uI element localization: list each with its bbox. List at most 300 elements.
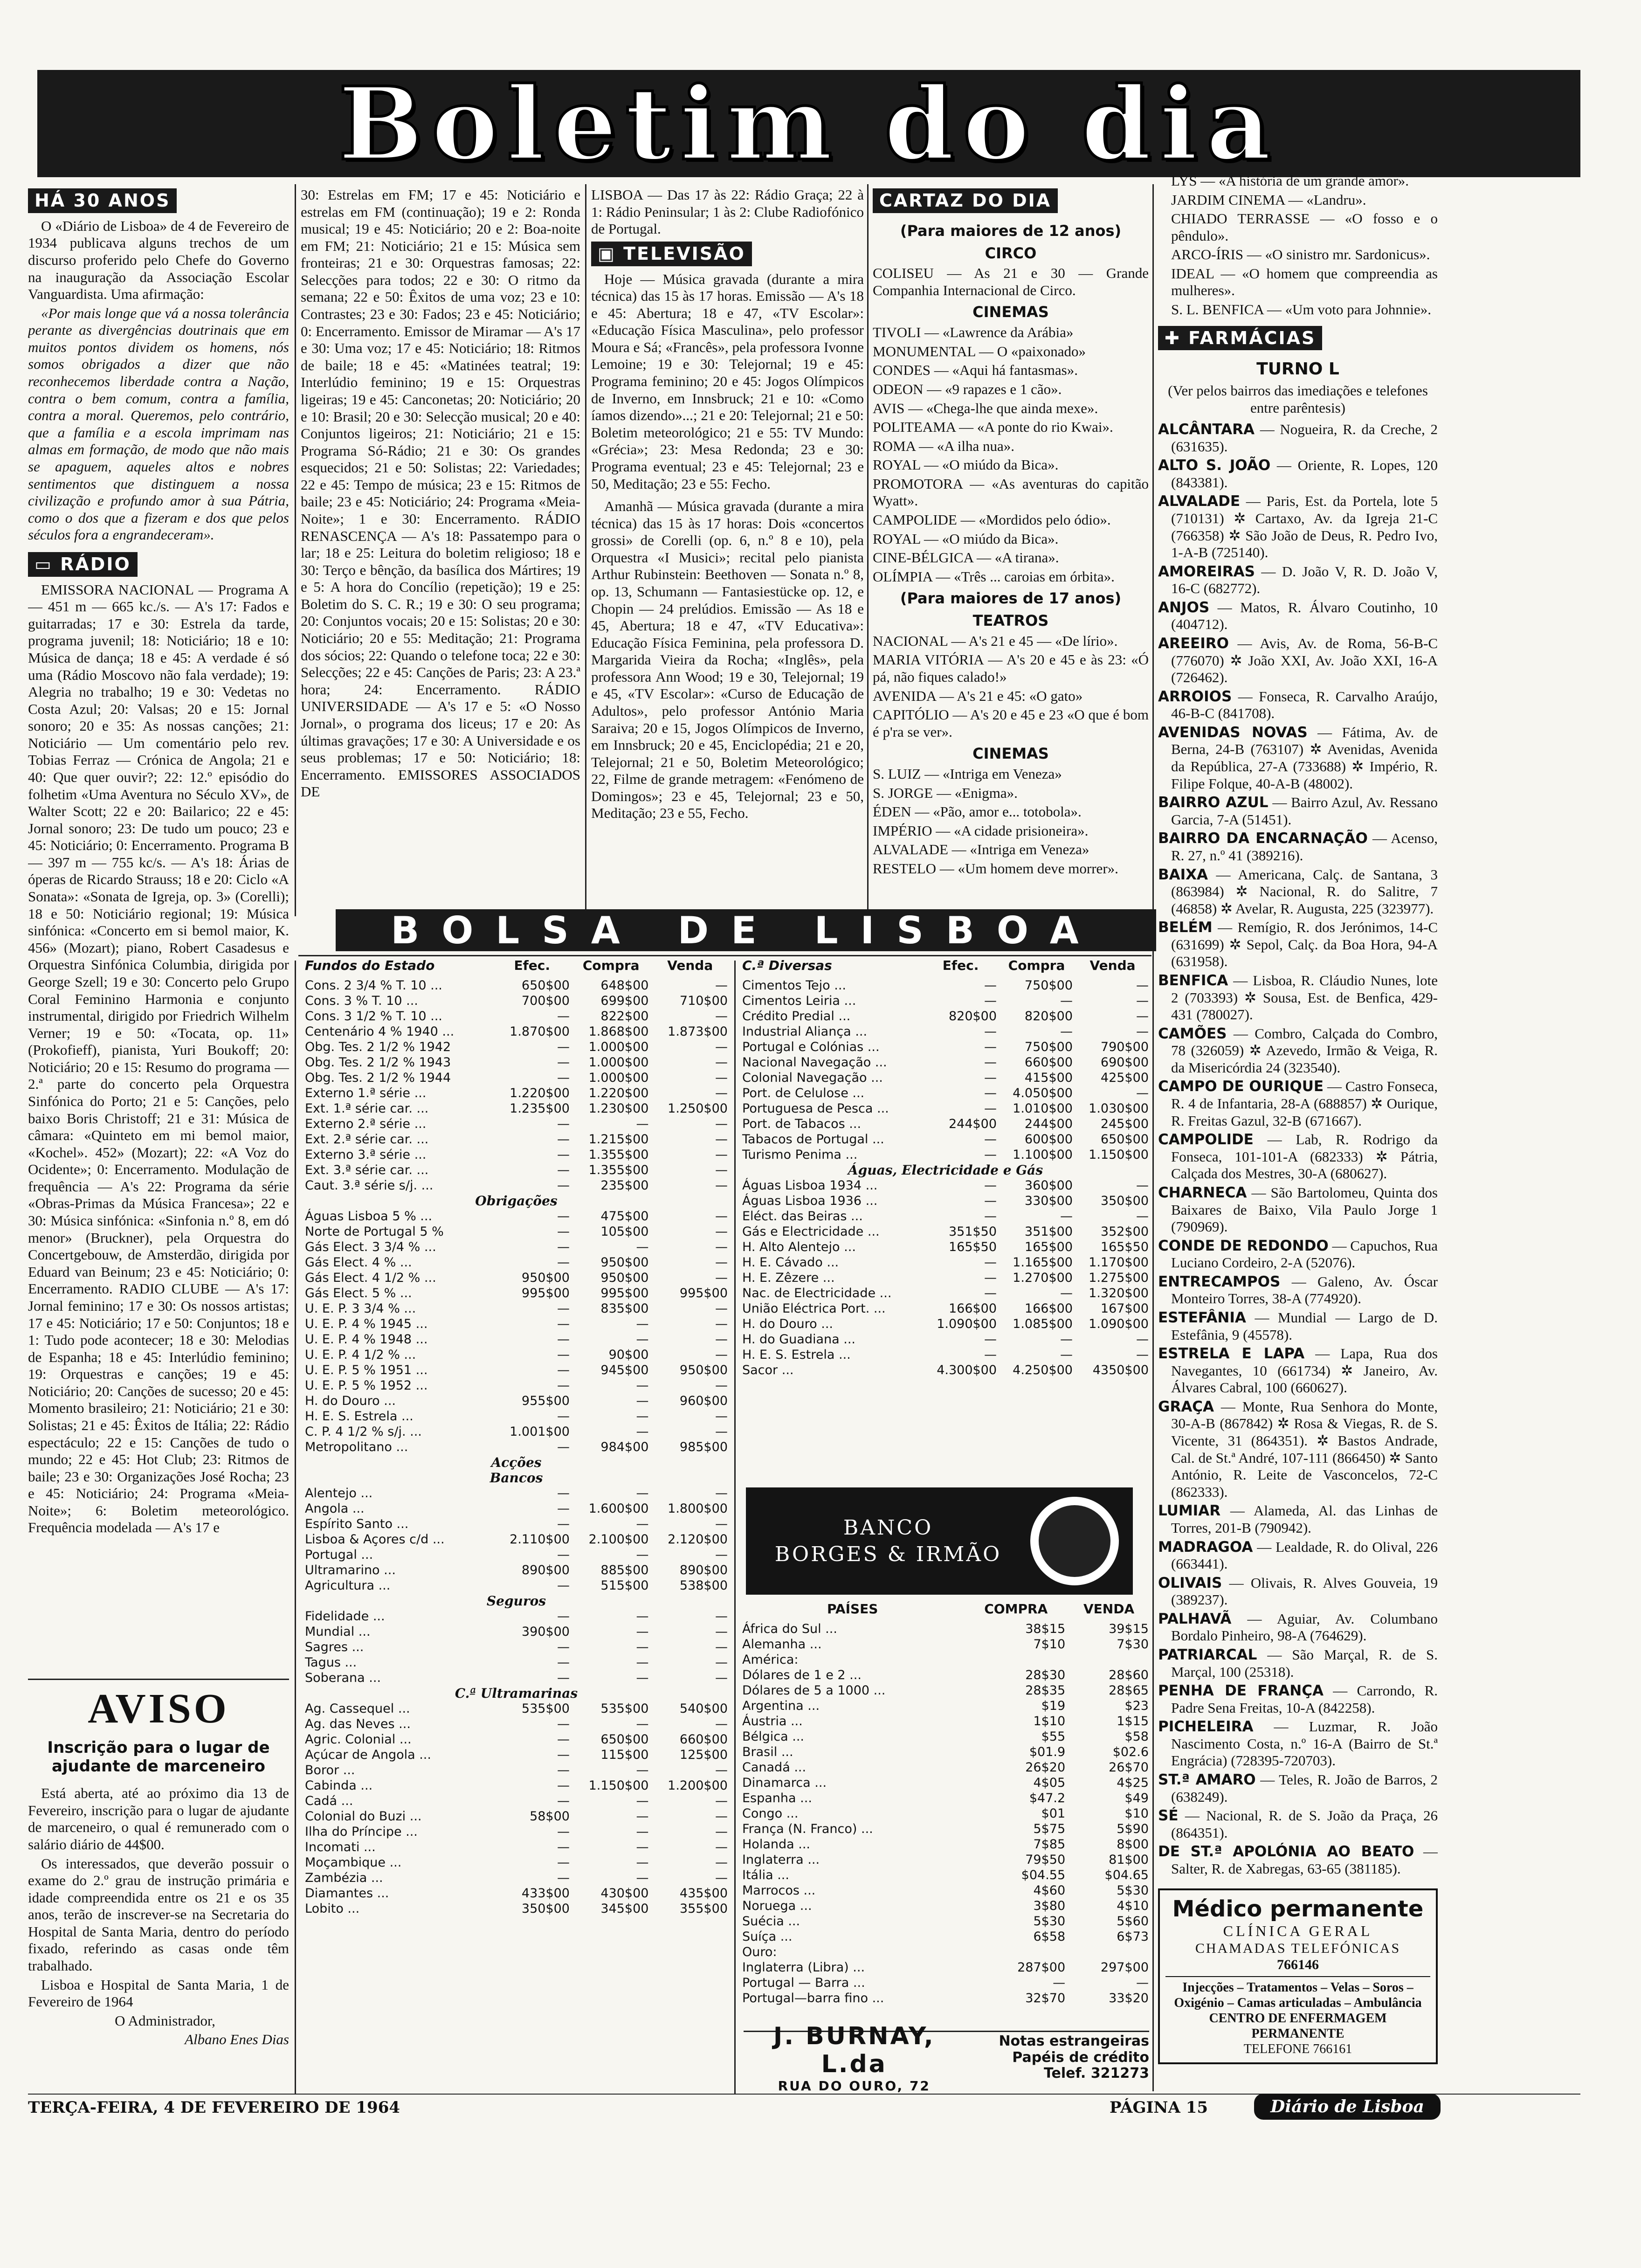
- row-label: Centenário 4 % 1940 ...: [305, 1024, 455, 1039]
- row-value: —: [1136, 1086, 1149, 1100]
- row-value: 5$30: [1033, 1914, 1066, 1929]
- pharmacy-entry: AMOREIRAS — D. João V, R. D. João V, 16-C (682772).: [1158, 563, 1438, 597]
- row-label: Gás e Electricidade ...: [742, 1224, 880, 1239]
- column-left: [28, 187, 289, 1660]
- row-value: 995$00: [679, 1286, 728, 1300]
- row-value: 6$58: [1033, 1929, 1066, 1944]
- table-row: [740, 1729, 1151, 1744]
- cinema-listing: ROYAL — «O miúdo da Bica».: [873, 456, 1059, 473]
- row-value: 750$00: [1024, 978, 1073, 993]
- table-row: [303, 1578, 730, 1593]
- row-label: Espírito Santo ...: [305, 1517, 409, 1531]
- table-row: [303, 1070, 730, 1086]
- radio-programs-text: EMISSORA NACIONAL — Programa A — 451 m — 665 kc./s. — A's 17: Fados e guitarradas; 17 e 30: Estrela da tarde, programa juvenil; 18: Noticiário; 18 e 10: Música de dança; 18 e 45: A verdade é só uma (Rádio Moscovo não fala verdade); 19: Alegria no trabalho; 19 e 30: Vedetas no Costa Azul; 20: Valsas; 20 e 15: Jornal sonoro; 20 e 35: As nossas canções; 21: Noticiário — Um comentário pelo rev. Tobias Ferraz — Crónica de Angola; 21 e 40: Que quer ouvir?; 22: 12.º episódio do folhetim «Uma Aventura no Século XV», de Walter Scott; 22 e 20: Bailarico; 22 e 45: Jornal sonoro; 23: De tudo um pouco; 23 e 45: Noticiário; 0: Encerramento. Programa B — 397 m — 755 kc/s. — A's 18: Árias de óperas de Ricardo Strauss; 18 e 20: Ciclo «A Sonata»: «Sonata de Igreja, op. 3» (Corelli); 18 e 50: Noticiário regional; 19: Música sinfónica: «Concerto em si bemol maior, K. 456» (Mozart); piano, Robert Casadesus e Orquestra Sinfónica Columbia, dirigida por George Szell; 19 e 30: Concerto pelo Grupo Coral Feminino Harmonia e conjunto instrumental, dirigido por Friedrich Wilhelm Verner; 19 e 50: «Tocata, op. 11» (Prokofieff), pianista, Yuri Boukoff; 20: Noticiário; 20 e 15: Resumo do programa — 2.ª parte do concerto pela Orquestra Sinfónica do Porto; 21 e 5: Canções, pelo baixo Boris Christoff; 21 e 31: Música de câmara: «Quinteto em mi bemol maior, «Kochel». 452» (Mozart); 22: «A Voz do Ocidente»; 0: Encerramento. Modulação de frequência — A's 22: Programa da série «Obras-Primas da Música Francesa»; 22 e 30: Música sinfónica: «Sinfonia n.º 8, em dó menor» (Bruckner), pela Orquestra do Concertgebouw, de Amsterdão, dirigida por Eduard van Beinum; 23 e 45: Noticiário; 0: Encerramento. RADIO CLUBE — A's 17: Jornal feminino; 17 e 30: Os nossos artistas; 17 e 45: Noticiário; 17 e 50: Conjuntos; 18 e 1: Tudo pode acontecer; 18 e 30: Melodias de Espanha; 18 e 45: Interlúdio feminino; 19: Orquestras e canções; 19 e 45: Noticiário; 20: Canções de sucesso; 20 e 45: Momento brasileiro; 21: Noticiário; 21 e 30: Solistas; 21 e 45: Êxitos de Itália; 22: Rádio espectáculo; 22 e 15: Canções de tudo o mundo; 22 e 45: Hot Club; 23: Ritmos de baile; 23 e 30: Organizações José Rocha; 23 e 45: Noticiário; 24: Programa «Meia-Noite»; 6: Boletim meteorológico. Frequência modelada — A's 17 e: [28, 581, 289, 1536]
- row-value: 433$00: [521, 1886, 570, 1901]
- row-value: 890$00: [679, 1563, 728, 1577]
- pharmacy-entry: GRAÇA — Monte, Rua Senhora do Monte, 30-A-B (867842) ✲ Rosa & Viegas, R. de S. Vicente, 31 (864351). ✲ Bastos Andrade, Cal. de St.ª André, 107-111 (866450) ✲ Santo António, R. Leite de Vasconcelos, 72-C (862333).: [1158, 1398, 1438, 1500]
- cinema-list: [873, 324, 1149, 585]
- row-value: 115$00: [600, 1748, 649, 1762]
- row-value: 1.220$00: [510, 1086, 570, 1100]
- row-value: 835$00: [600, 1301, 649, 1316]
- pharmacy-entry: CAMPO DE OURIQUE — Castro Fonseca, R. 4 de Infantaria, 28-A (688857) ✲ Ourique, R. Freitas Gazul, 32-B (671667).: [1158, 1078, 1438, 1129]
- cinema-list: [1158, 173, 1438, 318]
- table-row: [303, 1516, 730, 1532]
- row-value: 1.320$00: [1089, 1286, 1149, 1300]
- row-value: 351$50: [948, 1224, 997, 1239]
- row-value: —: [984, 1024, 997, 1039]
- cinema-listing: ALVALADE — «Intriga em Veneza»: [873, 841, 1089, 858]
- row-value: —: [1136, 1024, 1149, 1039]
- row-label: U. E. P. 4 % 1945 ...: [305, 1317, 428, 1331]
- pharmacy-entry: ALTO S. JOÃO — Oriente, R. Lopes, 120 (843381).: [1158, 457, 1438, 491]
- row-value: —: [636, 1717, 649, 1731]
- column-header: PAÍSES: [827, 1601, 878, 1617]
- row-label: Obg. Tes. 2 1/2 % 1942: [305, 1040, 451, 1054]
- row-label: Externo 1.ª série ...: [305, 1086, 427, 1100]
- table-row: [740, 1270, 1151, 1286]
- pharmacy-entry: CAMÕES — Combro, Calçada do Combro, 78 (326059) ✲ Azevedo, Irmão & Veiga, R. da Misericórdia 24 (323540).: [1158, 1025, 1438, 1076]
- row-value: 26$20: [1025, 1760, 1066, 1775]
- section-header-cartaz: CARTAZ DO DIA: [873, 188, 1058, 213]
- row-value: —: [715, 1855, 728, 1870]
- row-value: —: [715, 1424, 728, 1439]
- medico-phone: 766146: [1277, 1957, 1319, 1973]
- row-value: —: [636, 1117, 649, 1131]
- row-value: —: [715, 1148, 728, 1162]
- column-header: Efec.: [514, 958, 551, 973]
- row-value: 515$00: [600, 1578, 649, 1593]
- row-label: Crédito Predial ...: [742, 1009, 851, 1023]
- radio-lisboa-text: LISBOA — Das 17 às 22: Rádio Graça; 22 à 1: Rádio Peninsular; 1 às 2: Clube Radiofónico de Portugal.: [591, 187, 864, 237]
- row-value: 710$00: [679, 994, 728, 1008]
- row-value: —: [715, 1625, 728, 1639]
- row-value: 26$70: [1109, 1760, 1149, 1775]
- pharmacy-entry: PICHELEIRA — Luzmar, R. João Nascimento Costa, n.º 16-A (Bairro de St.ª Engrácia) (728395-720703).: [1158, 1718, 1438, 1769]
- table-row: [303, 1763, 730, 1778]
- column-radio-cont: [301, 187, 580, 907]
- table-row: [740, 993, 1151, 1009]
- table-row: [303, 1086, 730, 1101]
- table-row: [740, 978, 1151, 993]
- row-value: —: [715, 1763, 728, 1777]
- column-header: COMPRA: [984, 1601, 1048, 1617]
- table-row: [303, 1316, 730, 1332]
- pharmacy-entry: BAIRRO DA ENCARNAÇÃO — Acenso, R. 27, n.º 41 (389216).: [1158, 830, 1438, 864]
- row-value: —: [984, 1178, 997, 1193]
- row-label: Ext. 3.ª série car. ...: [305, 1163, 429, 1177]
- pharmacy-entry: ALVALADE — Paris, Est. da Portela, lote 5 (710131) ✲ Cartaxo, Av. da Igreja 21-C (766358) ✲ São João de Deus, R. Pedro Ivo, 1-A-B (725140).: [1158, 493, 1438, 561]
- row-label: Ext. 1.ª série car. ...: [305, 1101, 429, 1116]
- aviso-signature-name: Albano Enes Dias: [185, 2031, 289, 2048]
- table-row: [303, 1716, 730, 1732]
- row-value: —: [984, 1209, 997, 1224]
- row-value: —: [1060, 1332, 1073, 1347]
- row-value: 6$73: [1117, 1929, 1149, 1944]
- cinema-listing: CAMPOLIDE — «Mordidos pelo ódio».: [873, 512, 1111, 528]
- row-label: Gás Elect. 4 1/2 % ...: [305, 1271, 436, 1285]
- table-row: [303, 1209, 730, 1224]
- row-value: —: [715, 1332, 728, 1347]
- column-header: VENDA: [1083, 1601, 1135, 1617]
- table-header-row: [740, 956, 1151, 978]
- row-value: $23: [1124, 1699, 1149, 1713]
- tv-icon: ▣: [598, 243, 624, 264]
- row-value: —: [715, 1117, 728, 1131]
- row-value: —: [715, 1071, 728, 1085]
- row-value: —: [984, 1271, 997, 1285]
- table-row: [740, 1944, 1151, 1960]
- row-label: Portugal e Colónias ...: [742, 1040, 880, 1054]
- table-row: [740, 1347, 1151, 1362]
- aviso-paragraph: Os interessados, que deverão possuir o exame do 2.º grau de instrução primária e idade compreendida entre os 21 e os 35 anos, terão de inscrever-se na Secretaria do Hospital de Santa Maria, dentro do período fixado, referindo as casas onde têm trabalhado.: [28, 1855, 289, 1974]
- row-value: 165$50: [1100, 1240, 1149, 1254]
- row-value: 1.250$00: [668, 1101, 728, 1116]
- medico-phone: TELEFONE 766161: [1243, 2041, 1352, 2056]
- pharmacy-entry: PENHA DE FRANÇA — Carrondo, R. Padre Sena Freitas, 10-A (842258).: [1158, 1682, 1438, 1716]
- table-subheader: Águas, Electricidade e Gás: [848, 1162, 1043, 1178]
- table-row: [303, 1132, 730, 1147]
- cinema-listing: AVIS — «Chega-lhe que ainda mexe».: [873, 400, 1098, 416]
- row-value: 4350$00: [1092, 1363, 1149, 1377]
- row-label: Cons. 2 3/4 % T. 10 ...: [305, 978, 442, 993]
- table-row: [740, 1086, 1151, 1101]
- row-label: Gás Elect. 4 % ...: [305, 1255, 412, 1270]
- column-header: Venda: [1089, 958, 1136, 973]
- column-header: Fundos do Estado: [305, 958, 435, 973]
- medico-title: Médico permanente: [1172, 1896, 1424, 1922]
- table-row: [740, 1975, 1151, 1991]
- row-label: Congo ...: [742, 1806, 799, 1821]
- row-label: Angola ...: [305, 1501, 365, 1516]
- row-value: 535$00: [521, 1701, 570, 1716]
- pharmacy-entry: BENFICA — Lisboa, R. Cláudio Nunes, lote 2 (703393) ✲ Sousa, Est. de Benfica, 429-431 (780027).: [1158, 972, 1438, 1023]
- row-label: H. do Douro ...: [305, 1394, 396, 1408]
- column-header: C.ª Diversas: [742, 958, 832, 973]
- cinema-listing: CINE-BÉLGICA — «A tirana».: [873, 549, 1059, 566]
- row-label: Ilha do Príncipe ...: [305, 1825, 418, 1839]
- section-title-teatros: TEATROS: [972, 612, 1049, 630]
- table-row: [740, 1209, 1151, 1224]
- table-row: [303, 1778, 730, 1793]
- column-cartaz: [873, 187, 1149, 907]
- row-label: Nac. de Electricidade ...: [742, 1286, 892, 1300]
- row-value: —: [1060, 1286, 1073, 1300]
- row-value: —: [984, 978, 997, 993]
- row-label: Águas Lisboa 1936 ...: [742, 1194, 878, 1208]
- table-row: [303, 1378, 730, 1393]
- tv-today-text: Hoje — Música gravada (durante a mira técnica) das 15 às 17 horas. Emissão — A's 18 e 45: Abertura; 18 e 47, «TV Escolar»: «Educação Física Masculina», pelo professor Moura e Sá; «Francês», pela professora Ivonne Lemoine; 19 e 30: Telejornal; 19 e 45: Programa feminino; 20 e 45: Jogos Olímpicos de Inverno, em Innsbruck; 21 e 10: «Como íamos dizendo»...; 21 e 20: Telejornal; 21 e 50: Boletim meteorológico; 21 e 55: TV Mundo: «Grécia»; 23: Mesa Redonda; 23 e 30: Programa eventual; 23 e 45: Telejornal; 23 e 50, Meditação; 23 e 55: Fecho.: [591, 270, 864, 492]
- cinema-listing: OLÍMPIA — «Três ... caroias em órbita».: [873, 568, 1115, 585]
- row-value: —: [715, 1348, 728, 1362]
- row-value: 79$50: [1025, 1853, 1066, 1867]
- column-rule: [867, 184, 869, 912]
- row-value: —: [636, 1394, 649, 1408]
- bolsa-right-table: [740, 956, 1151, 1378]
- row-value: —: [557, 1548, 570, 1562]
- table-row: [740, 1039, 1151, 1055]
- row-value: 2.100$00: [588, 1532, 649, 1547]
- table-row: [740, 1070, 1151, 1086]
- row-value: 660$00: [1024, 1055, 1073, 1070]
- row-label: Sacor ...: [742, 1363, 794, 1377]
- row-value: —: [636, 1840, 649, 1854]
- row-label: África do Sul ...: [742, 1622, 837, 1636]
- row-value: —: [636, 1825, 649, 1839]
- row-value: $55: [1041, 1729, 1066, 1744]
- row-value: 1.150$00: [588, 1778, 649, 1793]
- aviso-signature: O Administrador,: [115, 2012, 215, 2029]
- table-header-row: [740, 1599, 1151, 1621]
- row-value: 960$00: [679, 1394, 728, 1408]
- pharmacy-entry: PALHAVÃ — Aguiar, Av. Columbano Bordalo Pinheiro, 98-A (764629).: [1158, 1610, 1438, 1644]
- column-rule: [585, 184, 586, 912]
- row-value: —: [636, 1332, 649, 1347]
- row-value: —: [557, 1132, 570, 1147]
- table-subheader: Bancos: [490, 1470, 543, 1486]
- row-value: 650$00: [600, 1732, 649, 1747]
- table-row: [740, 1760, 1151, 1775]
- row-value: —: [557, 1209, 570, 1224]
- table-row: [303, 1178, 730, 1193]
- pharmacy-entry: LUMIAR — Alameda, Al. das Linhas de Torres, 201-B (790942).: [1158, 1502, 1438, 1536]
- row-value: 415$00: [1024, 1071, 1073, 1085]
- cinema-listing: ROYAL — «O miúdo da Bica».: [873, 530, 1059, 547]
- row-label: H. do Douro ...: [742, 1317, 834, 1331]
- row-label: Argentina ...: [742, 1699, 820, 1713]
- row-value: —: [557, 1148, 570, 1162]
- row-value: $19: [1041, 1699, 1066, 1713]
- row-label: Suíça ...: [742, 1929, 793, 1944]
- row-value: 244$00: [1024, 1117, 1073, 1131]
- row-value: 33$20: [1109, 1991, 1149, 2005]
- row-value: —: [557, 1301, 570, 1316]
- table-row: [740, 1914, 1151, 1929]
- table-row: [740, 1683, 1151, 1698]
- row-label: Turismo Penima ...: [742, 1148, 858, 1162]
- table-row: [740, 1883, 1151, 1898]
- row-label: Colonial Navegação ...: [742, 1071, 883, 1085]
- row-value: 995$00: [600, 1286, 649, 1300]
- table-row: [303, 1901, 730, 1916]
- row-label: Cimentos Tejo ...: [742, 978, 847, 993]
- row-value: 650$00: [1100, 1132, 1149, 1147]
- table-row: [303, 1824, 730, 1839]
- table-row: [740, 1362, 1151, 1378]
- row-value: —: [636, 1655, 649, 1670]
- table-row: [303, 1793, 730, 1809]
- row-value: —: [715, 1132, 728, 1147]
- table-row: [740, 1147, 1151, 1162]
- row-value: 1.165$00: [1013, 1255, 1073, 1270]
- column-header: Venda: [667, 958, 713, 973]
- row-value: 28$30: [1025, 1668, 1066, 1682]
- age-note: (Para maiores de 12 anos): [900, 221, 1122, 240]
- row-value: 5$90: [1117, 1822, 1149, 1836]
- row-label: Norte de Portugal 5 %: [305, 1224, 444, 1239]
- table-row: [740, 1744, 1151, 1760]
- row-label: Sagres ...: [305, 1640, 364, 1654]
- row-value: —: [715, 1271, 728, 1285]
- row-label: Portuguesa de Pesca ...: [742, 1101, 889, 1116]
- pharmacy-entry: ESTRELA E LAPA — Lapa, Rua dos Navegantes, 10 (661734) ✲ Janeiro, Av. Álvares Cabral, 100 (660627).: [1158, 1345, 1438, 1396]
- row-value: 700$00: [521, 994, 570, 1008]
- row-value: 351$00: [1024, 1224, 1073, 1239]
- cinema-listing: JARDIM CINEMA — «Landru».: [1171, 191, 1366, 208]
- table-row: [740, 1332, 1151, 1347]
- row-label: Portugal ...: [305, 1548, 373, 1562]
- burnay-name: J. BURNAY, L.da: [773, 2022, 935, 2078]
- row-value: 1.230$00: [588, 1101, 649, 1116]
- row-value: —: [636, 1625, 649, 1639]
- row-value: —: [715, 1178, 728, 1193]
- row-value: 435$00: [679, 1886, 728, 1901]
- cinema-listing: S. L. BENFICA — «Um voto para Johnnie».: [1171, 301, 1431, 318]
- row-value: —: [557, 1640, 570, 1654]
- cinema-listing: IMPÉRIO — «A cidade prisioneira».: [873, 822, 1089, 839]
- row-value: $47.2: [1029, 1791, 1066, 1805]
- turno-label: TURNO L: [1256, 360, 1339, 379]
- cinema-listing: ARCO-ÍRIS — «O sinistro mr. Sardonicus».: [1171, 246, 1430, 263]
- row-label: Itália ...: [742, 1868, 789, 1882]
- row-value: —: [557, 1794, 570, 1808]
- row-value: 1.000$00: [588, 1071, 649, 1085]
- row-value: —: [557, 1163, 570, 1177]
- row-label: Fidelidade ...: [305, 1609, 385, 1624]
- row-label: U. E. P. 5 % 1951 ...: [305, 1363, 428, 1377]
- column-rule: [295, 961, 296, 2094]
- row-label: H. Alto Alentejo ...: [742, 1240, 856, 1254]
- row-value: —: [557, 1840, 570, 1854]
- row-label: Alemanha ...: [742, 1637, 822, 1652]
- row-value: —: [557, 1486, 570, 1500]
- row-value: 125$00: [679, 1748, 728, 1762]
- cinema-listing: LYS — «A história de um grande amor».: [1171, 173, 1409, 189]
- row-value: —: [557, 1009, 570, 1023]
- row-value: —: [715, 1378, 728, 1393]
- table-row: [303, 1655, 730, 1670]
- burnay-line: Papéis de crédito: [1012, 2049, 1149, 2066]
- pharmacy-entry: ST.ª AMARO — Teles, R. João de Barros, 2 (638249).: [1158, 1771, 1438, 1805]
- table-row: [740, 1637, 1151, 1652]
- row-value: —: [1136, 1976, 1149, 1990]
- row-label: Inglaterra (Libra) ...: [742, 1960, 865, 1975]
- row-value: —: [715, 1548, 728, 1562]
- pharmacy-entry: ESTEFÂNIA — Mundial — Largo de D. Estefânia, 9 (45578).: [1158, 1309, 1438, 1343]
- table-row: [303, 1347, 730, 1362]
- table-row: [740, 1009, 1151, 1024]
- table-row: [303, 1439, 730, 1455]
- table-row: [740, 1116, 1151, 1132]
- table-row: [303, 1409, 730, 1424]
- table-row: [303, 1301, 730, 1316]
- medico-line: CHAMADAS TELEFÓNICAS: [1195, 1940, 1401, 1956]
- row-label: Boror ...: [305, 1763, 355, 1777]
- row-value: 8$00: [1117, 1837, 1149, 1852]
- row-value: $58: [1124, 1729, 1149, 1744]
- row-value: 475$00: [600, 1209, 649, 1224]
- banco-name: BANCO BORGES & IRMÃO: [774, 1515, 1002, 1566]
- row-value: $10: [1124, 1806, 1149, 1821]
- row-value: 648$00: [600, 978, 649, 993]
- row-label: Zambézia ...: [305, 1871, 383, 1885]
- section-title-circo: CIRCO: [985, 244, 1037, 262]
- row-value: 5$75: [1033, 1822, 1066, 1836]
- theatre-listing: NACIONAL — A's 21 e 45 — «De lírio».: [873, 632, 1118, 649]
- table-row: [303, 1224, 730, 1239]
- row-value: 535$00: [600, 1701, 649, 1716]
- row-label: Dólares de 1 e 2 ...: [742, 1668, 862, 1682]
- row-value: —: [715, 1240, 728, 1254]
- row-value: 28$65: [1109, 1683, 1149, 1698]
- row-label: Brasil ...: [742, 1745, 793, 1759]
- row-label: Obg. Tes. 2 1/2 % 1944: [305, 1071, 451, 1085]
- row-value: —: [1136, 994, 1149, 1008]
- row-label: U. E. P. 5 % 1952 ...: [305, 1378, 428, 1393]
- table-row: [303, 1670, 730, 1686]
- radio-programs-text: 30: Estrelas em FM; 17 e 45: Noticiário e estrelas em FM (continuação); 19 e 2: Ronda musical; 19 e 45: Noticiário; 20 e 2: Boa-noite em FM; 21: Noticiário; 21 e 15: Música sem fronteiras; 21 e 30: Orquestras famosas; 22: Selecções para todos; 22 e 30: O ritmo da semana; 22 e 50: Êxitos de uma voz; 23 e 10: Contrastes; 23 e 30: Fados; 23 e 45: Noticiário; 0: Encerramento. Emissor de Miramar — A's 17 e 30: Uma voz; 17 e 45: Noticiário; 18: Ritmos de baile; 18 e 45: «Matinées teatral; 19: Interlúdio feminino; 19 e 15: Orquestras ligeiras; 19 e 45: Canconetas; 20: Noticiário; 20 e 10: Brasil; 20 e 30: Selecção musical; 20 e 40: Conjuntos ligeiros; 21: Noticiário; 21 e 15: Programa Só-Rádio; 21 e 30: Os grandes esquecidos; 21 e 50: Solistas; 22: Variedades; 22 e 45: Tempo de música; 23 e 15: Ritmos de baile; 23 e 45: Noticiário; 24: Programa «Meia-Noite»; 1 e 30: Encerramento. RÁDIO RENASCENÇA — A's 18: Passatempo para o lar; 18 e 25: Leitura do boletim religioso; 18 e 30: Terço e bênção, da basílica dos Mártires; 19 e 5: A hora do Concílio (repetição); 19 e 25: Boletim do S. C. R.; 19 e 30: O seu programa; 20: Conjuntos vocais; 20 e 15: Solistas; 20 e 30: Noticiário; 20 e 55: Meditação; 21: Programa dos sócios; 22: Quando o telefone toca; 22 e 30: Selecções; 22 e 45: Canções de Paris; 23: A 23.ª hora; 24: Encerramento. RÁDIO UNIVERSIDADE — A's 17 e 5: «O Nosso Jornal», o programa dos liceus; 17 e 20: As últimas gravações; 17 e 30: A Universidade e os seus problemas; 17 e 50: Noticiário; 18: Encerramento. EMISSORES ASSOCIADOS DE: [301, 187, 580, 800]
- masthead-title: Boletim do dia: [338, 64, 1280, 183]
- table-row: [303, 1547, 730, 1563]
- row-value: —: [557, 1317, 570, 1331]
- table-row: [740, 1101, 1151, 1116]
- table-row: [740, 1652, 1151, 1667]
- table-row: [303, 1624, 730, 1639]
- row-value: 235$00: [600, 1178, 649, 1193]
- table-row: [303, 1270, 730, 1286]
- table-row: [303, 1563, 730, 1578]
- row-value: 600$00: [1024, 1132, 1073, 1147]
- row-value: —: [557, 1240, 570, 1254]
- table-row: [740, 1898, 1151, 1914]
- row-value: —: [715, 1517, 728, 1531]
- row-label: Mundial ...: [305, 1625, 371, 1639]
- row-value: 165$50: [948, 1240, 997, 1254]
- table-row: [303, 993, 730, 1009]
- table-row: [303, 1147, 730, 1162]
- cinema-listing: CONDES — «Aqui há fantasmas».: [873, 362, 1078, 379]
- row-value: —: [557, 1578, 570, 1593]
- table-row: [740, 1775, 1151, 1791]
- row-value: 1$10: [1033, 1714, 1066, 1729]
- row-value: —: [984, 1348, 997, 1362]
- table-row: [303, 1055, 730, 1070]
- row-label: França (N. Franco) ...: [742, 1822, 873, 1836]
- table-row: [303, 1116, 730, 1132]
- cinema-listing: ROMA — «A ilha nua».: [873, 437, 1014, 454]
- row-label: Metropolitano ...: [305, 1440, 408, 1454]
- table-row: [303, 1639, 730, 1655]
- row-value: 538$00: [679, 1578, 728, 1593]
- cinema-list: [873, 766, 1149, 877]
- row-value: 32$70: [1025, 1991, 1066, 2005]
- row-value: 1.030$00: [1089, 1101, 1149, 1116]
- row-value: 1.800$00: [668, 1501, 728, 1516]
- table-row: [740, 1286, 1151, 1301]
- row-value: —: [636, 1794, 649, 1808]
- pharmacy-entry: ANJOS — Matos, R. Álvaro Coutinho, 10 (404712).: [1158, 599, 1438, 633]
- table-row: [740, 1316, 1151, 1332]
- row-value: 4$10: [1117, 1899, 1149, 1913]
- column-header: Compra: [1008, 958, 1065, 973]
- row-value: —: [557, 1778, 570, 1793]
- column-header: Compra: [582, 958, 640, 973]
- aviso-paragraph: Lisboa e Hospital de Santa Maria, 1 de Fevereiro de 1964: [28, 1976, 289, 2010]
- turno-note: (Ver pelos bairros das imediações e telefones entre parêntesis): [1168, 382, 1428, 416]
- table-row: [303, 1332, 730, 1347]
- row-value: —: [557, 1332, 570, 1347]
- table-row: [740, 1806, 1151, 1821]
- row-label: Lisboa & Açores c/d ...: [305, 1532, 445, 1547]
